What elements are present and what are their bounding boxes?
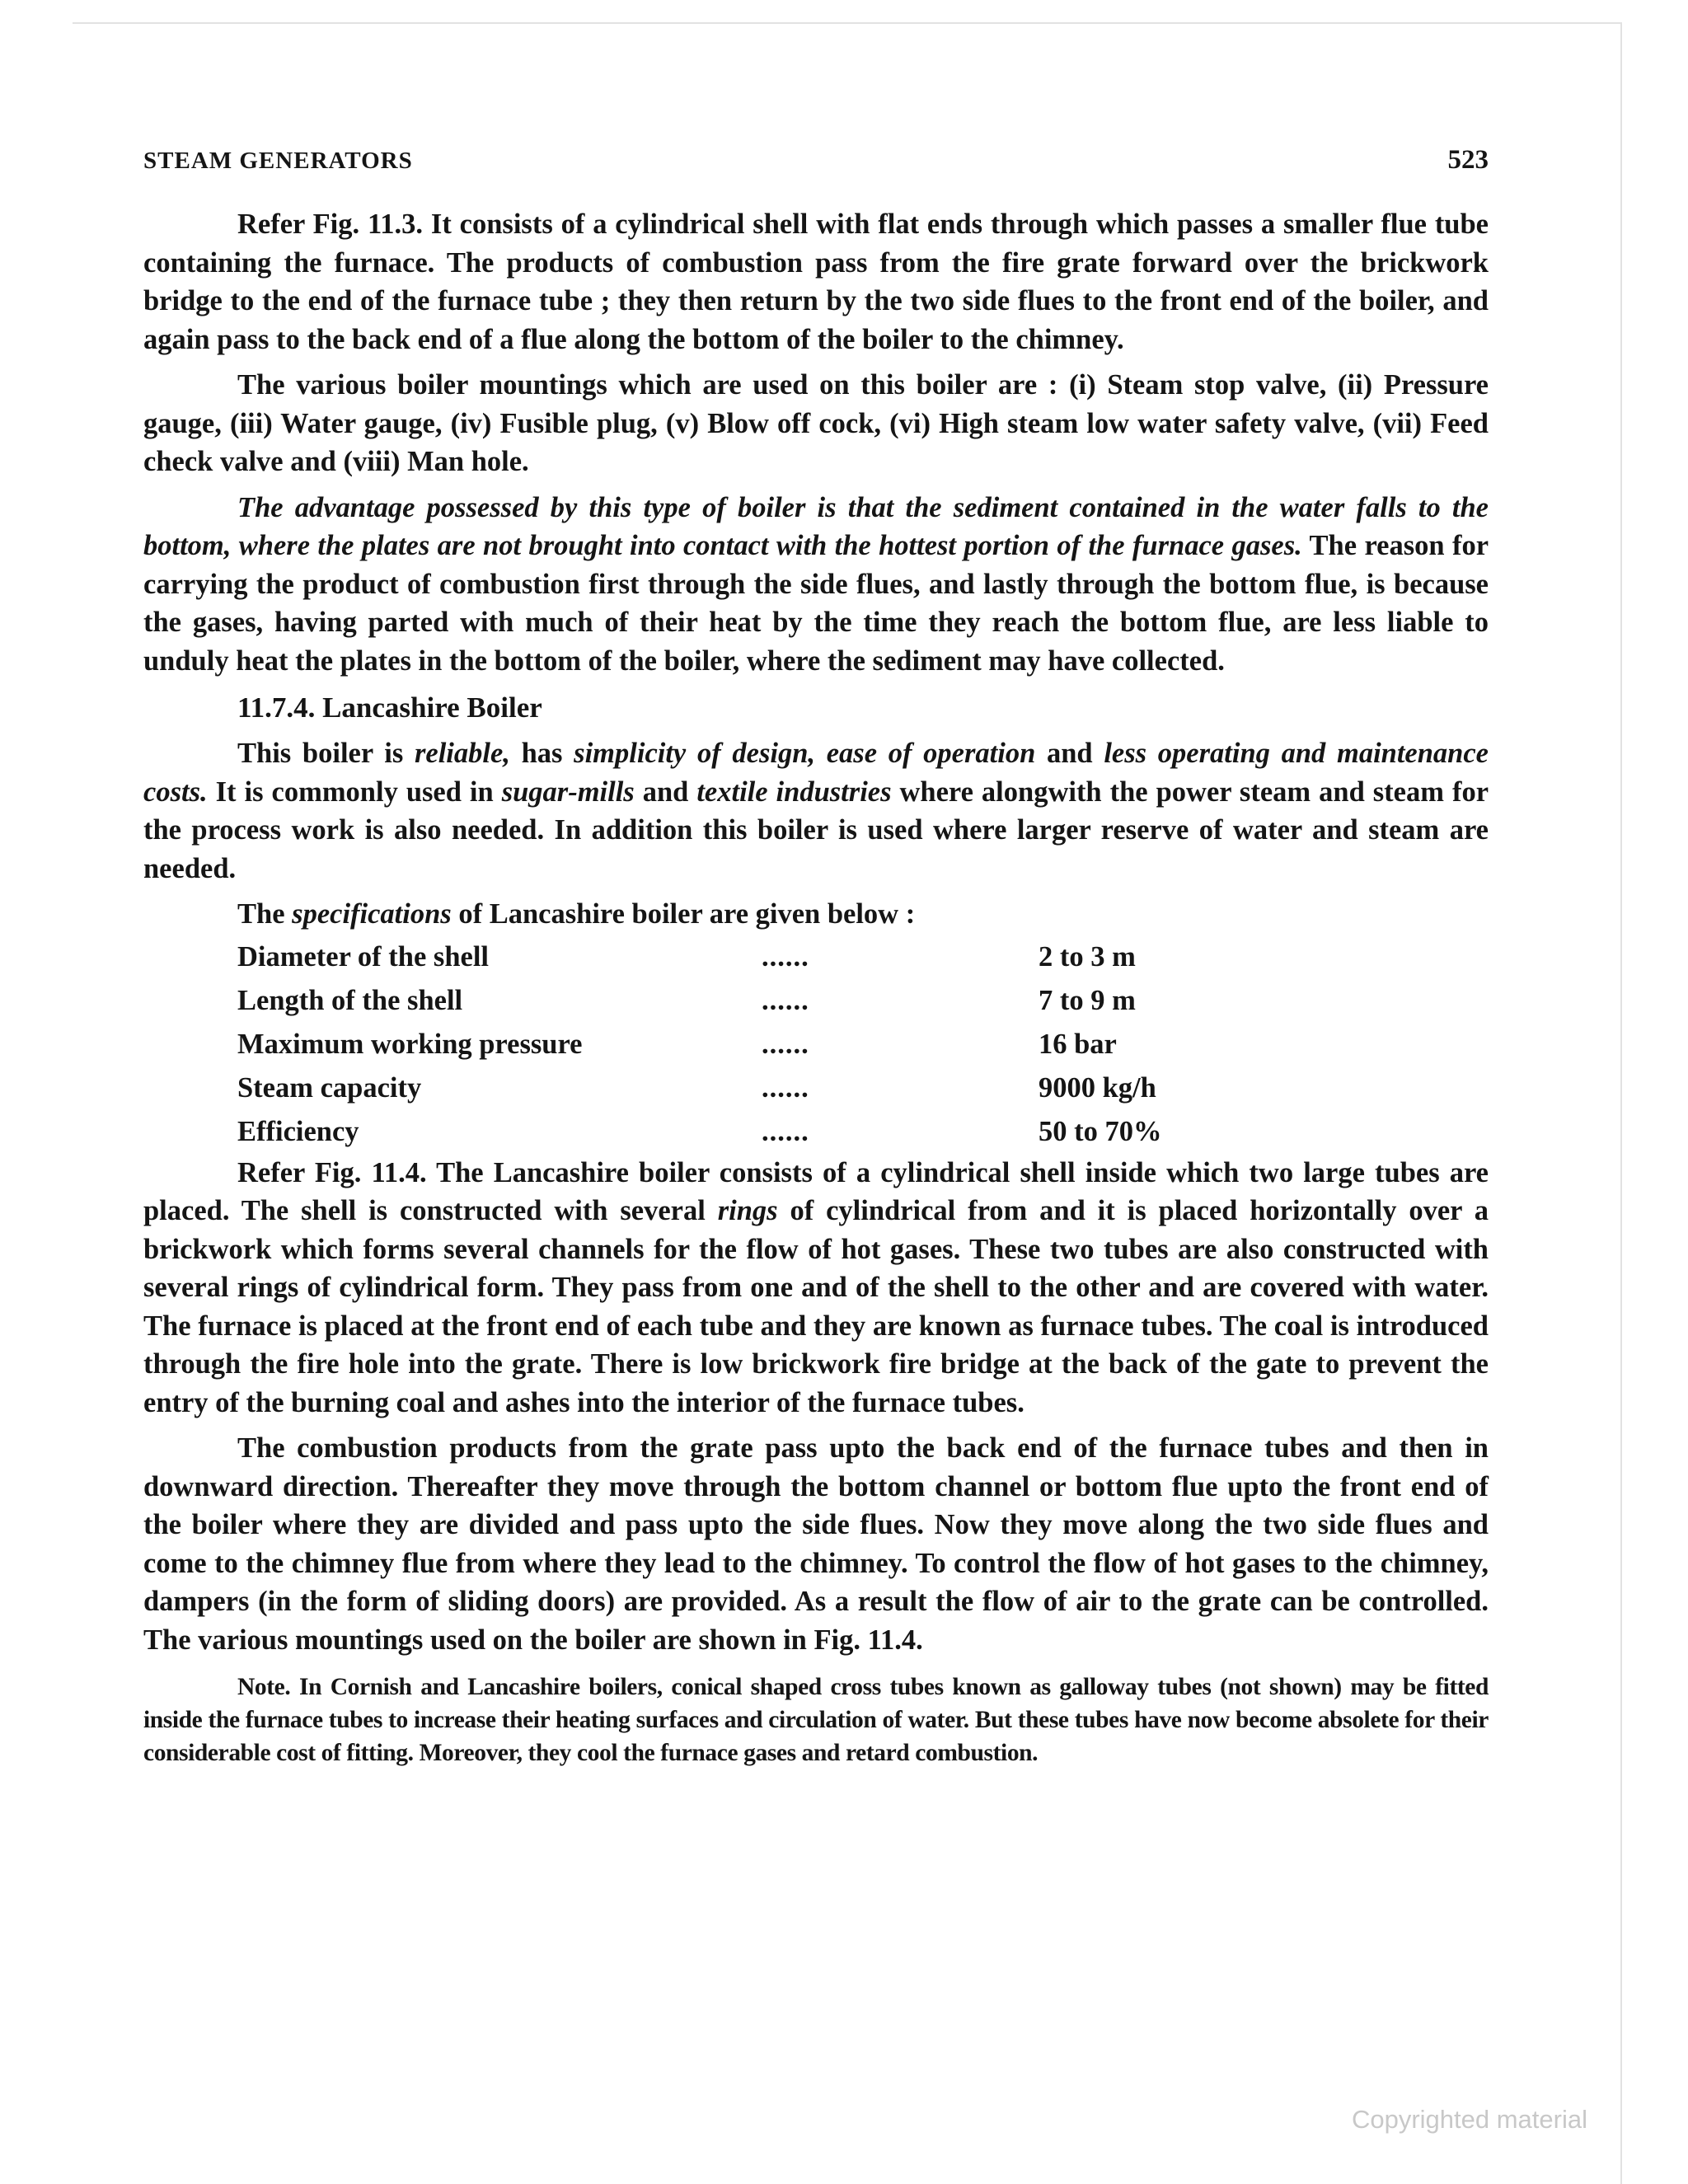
text-run: where alongwith the power steam and steam for the process work is also needed. In addition this boiler is used where larger reserve of water and steam are needed. [143,776,1489,884]
spec-leader-dots: ...... [762,1115,809,1147]
spec-value: 16 bar [1039,1028,1117,1060]
table-row [237,935,1286,979]
italic-run: specifications [292,898,452,930]
spec-value: 9000 kg/h [1039,1071,1156,1104]
paragraph-mountings: The various boiler mountings which are used on this boiler are : (i) Steam stop valve, (ii) Pressure gauge, (iii) Water gauge, (iv) Fusible plug, (v) Blow off cock, (vi) High steam low water safety valve, (vii) Feed check valve and (viii) Man hole. [143,369,1489,477]
copyright-watermark: Copyrighted material [1351,2105,1587,2134]
paragraph-advantage [143,489,1489,681]
italic-run: rings [717,1195,778,1226]
paragraph-lancashire-construction [143,1154,1489,1422]
table-row [237,979,1286,1023]
page-right-border [1620,22,1622,2184]
italic-run: simplicity of design, ease of operation [574,738,1036,769]
italic-run: reliable, [414,738,510,769]
table-row [237,1023,1286,1066]
text-run: The [237,898,293,930]
italic-run: textile industries [696,776,892,808]
paragraph-spec-intro [143,895,1489,934]
running-header [143,145,1489,176]
paragraph-combustion-path: The combustion products from the grate pass upto the back end of the furnace tubes and then in downward direction. Thereafter they move through the bottom channel or bottom flue upto the front end of the boiler where they are divided and pass upto the side flues. Now they move along the two side flues and come to the chimney flue from where they lead to the chimney. To control the flow of hot gases to the chimney, dampers (in the form of sliding doors) are provided. As a result the flow of air to the grate can be controlled. The various mountings used on the boiler are shown in Fig. 11.4. [143,1432,1489,1656]
spec-leader-dots: ...... [762,984,809,1016]
paragraph-lancashire-intro [143,734,1489,888]
note-paragraph: Note. In Cornish and Lancashire boilers, conical shaped cross tubes known as galloway tubes (not shown) may be fitted inside the furnace tubes to increase their heating surfaces and circulation of water. But these tubes have now become absolete for their considerable cost of fitting. Moreover, they cool the furnace gases and retard combustion. [143,1674,1489,1766]
section-heading: 11.7.4. Lancashire Boiler [237,691,542,724]
running-title: STEAM GENERATORS [143,148,413,174]
advantage-italic-text: The advantage possessed by this type of boiler is that the sediment contained in the water falls to the bottom, where the plates are not brought into contact with the hottest portion of the furnace gases. [143,491,1489,561]
spec-leader-dots: ...... [762,1028,809,1060]
italic-run: sugar-mills [501,776,635,808]
spec-leader-dots: ...... [762,940,809,972]
page-number: 523 [1447,145,1489,175]
spec-name: Efficiency [237,1115,359,1147]
spec-name: Maximum working pressure [237,1028,583,1060]
spec-leader-dots: ...... [762,1071,809,1104]
text-run: and [634,776,697,808]
text-run: of cylindrical from and it is placed horizontally over a brickwork which forms several channels for the flow of hot gases. These two tubes are also constructed with several rings of cylindrical form. They pass from one and of the shell to the other and are covered with water. The furnace is placed at the front end of each tube and they are known as furnace tubes. The coal is introduced through the fire hole into the grate. There is low brickwork fire bridge at the back of the gate to prevent the entry of the burning coal and ashes into the interior of the furnace tubes. [143,1195,1489,1418]
table-row [237,1110,1286,1154]
text-run: has [509,738,574,769]
spec-value: 7 to 9 m [1039,984,1136,1016]
text-run: This boiler is [237,738,415,769]
advantage-rest-text: The reason for carrying the product of combustion first through the side flues, and lastly through the bottom flue, is because the gases, having parted with much of their heat by the time they reach the bottom flue, are less liable to unduly heat the plates in the bottom of the boiler, where the sediment may have collected. [143,530,1489,677]
text-run: and [1035,738,1104,769]
spec-value: 2 to 3 m [1039,940,1136,972]
spec-name: Diameter of the shell [237,940,489,972]
text-run: Refer Fig. 11.4. The Lancashire boiler consists of a cylindrical shell inside which two large tubes are placed. The shell is constructed with several [143,1156,1489,1226]
page-content [143,145,1489,1777]
spec-name: Length of the shell [237,984,463,1016]
table-row [237,1066,1286,1110]
specifications-table [237,935,1286,1154]
italic-run: less operating and maintenance costs. [143,738,1489,808]
text-run: of Lancashire boiler are given below : [451,898,916,930]
spec-name: Steam capacity [237,1071,422,1104]
paragraph-cornish-description: Refer Fig. 11.3. It consists of a cylindrical shell with flat ends through which passes a smaller flue tube containing the furnace. The products of combustion pass from the fire grate forward over the brickwork bridge to the end of the furnace tube ; they then return by the two side flues to the front end of the boiler, and again pass to the back end of a flue along the bottom of the boiler to the chimney. [143,209,1489,355]
text-run: It is commonly used in [207,776,502,808]
spec-value: 50 to 70% [1039,1115,1162,1147]
page-top-border [73,22,1622,24]
